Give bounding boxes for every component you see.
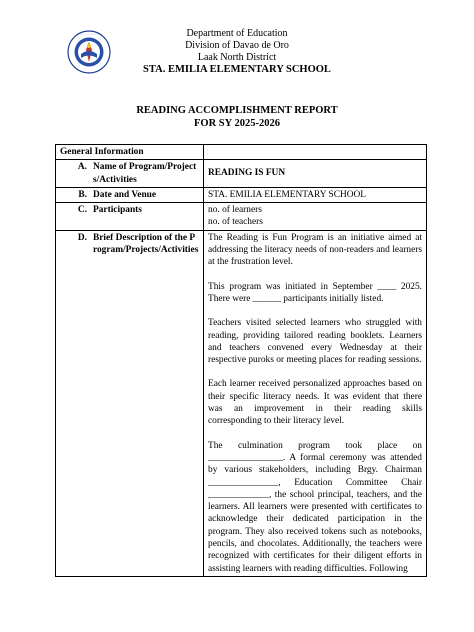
report-title: [0, 104, 474, 130]
program-name-value: READING IS FUN: [204, 160, 427, 188]
row-number: D.: [77, 232, 87, 243]
department-name: Department of Education: [186, 28, 288, 39]
description-paragraph: Teachers visited selected learners who struggled with reading, providing tailored reading booklets. Learners and teachers convened every Wednesday at their respective puroks or meeting places for reading sessions.: [208, 318, 422, 366]
row-number: C.: [77, 205, 87, 216]
district-name: Laak North District: [197, 52, 277, 63]
section-header: General Information: [56, 145, 204, 160]
school-name: STA. EMILIA ELEMENTARY SCHOOL: [143, 64, 331, 75]
report-title-line2: FOR SY 2025-2026: [194, 118, 280, 129]
row-label: Date and Venue: [93, 189, 157, 200]
row-label: Name of Program/Projects/Activities: [93, 162, 197, 185]
description-paragraph: Each learner received personalized approaches based on their specific literacy needs. It was evident that there was an improvement in their reading skills corresponding to their literacy level.: [208, 379, 422, 427]
table-row-date-venue: [56, 187, 427, 202]
row-number: B.: [78, 189, 87, 200]
row-label: Participants: [93, 205, 142, 216]
table-row-name: [56, 160, 427, 188]
general-information-table: [55, 144, 427, 577]
section-header-row: [56, 145, 427, 160]
description-paragraph: The culmination program took place on ________________. A formal ceremony was attended by various stakeholders, including Brgy. Chairman _______________, Education Committee Chair _____________, the school principal, teachers, and the learners. All learners were presented with certificates to acknowledge their dedicated participation in the program. They also received tokens such as notebooks, pencils, and chocolates. Additionally, the teachers were recognized with certificates for their diligent efforts in assisting learners with reading difficulties. Following: [208, 440, 422, 574]
division-name: Division of Davao de Oro: [185, 40, 289, 51]
row-number: A.: [77, 162, 87, 173]
table-row-description: [56, 230, 427, 576]
table-row-participants: [56, 203, 427, 231]
section-header-blank: [204, 145, 427, 160]
learners-count: no. of learners: [208, 205, 262, 216]
svg-text:· · · · · · · · ·: · · · · · · · · ·: [80, 32, 98, 37]
letterhead: [0, 28, 474, 76]
row-label: Brief Description of the Program/Projects/Activities: [93, 232, 199, 256]
description-paragraph: The Reading is Fun Program is an initiative aimed at addressing the literacy needs of non-readers and learners at the frustration level.: [208, 232, 422, 268]
report-title-line1: READING ACCOMPLISHMENT REPORT: [136, 105, 338, 116]
date-venue-value: STA. EMILIA ELEMENTARY SCHOOL: [204, 187, 427, 202]
description-text: [204, 230, 427, 576]
description-paragraph: This program was initiated in September ____ 2025. There were ______ participants initially listed.: [208, 281, 422, 304]
teachers-count: no. of teachers: [208, 217, 263, 228]
